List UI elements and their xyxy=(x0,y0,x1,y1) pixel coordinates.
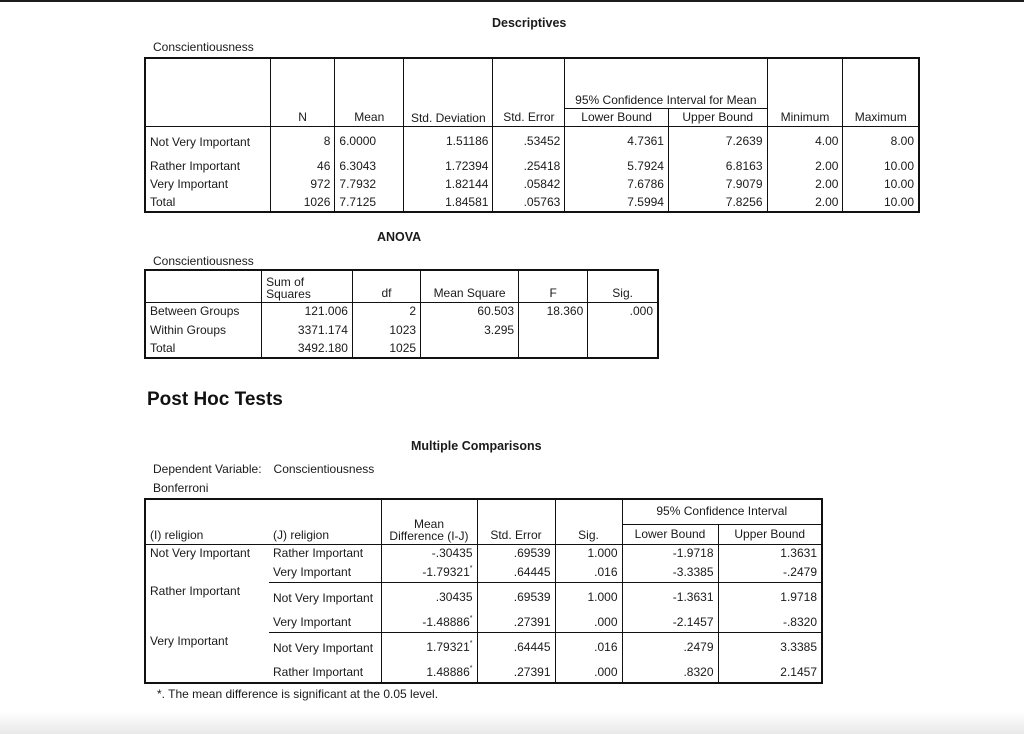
col-header: N xyxy=(270,58,335,126)
dependent-variable-caption: Dependent Variable: xyxy=(153,462,262,476)
row-label: Within Groups xyxy=(150,322,227,337)
cell: Very Important xyxy=(269,613,381,632)
row-label: Not Very Important xyxy=(150,134,251,149)
cell: -1.9718 xyxy=(622,544,718,563)
cell: 10.00 xyxy=(843,175,919,193)
table-row xyxy=(145,126,919,157)
cell: 7.9079 xyxy=(668,175,767,193)
table-row xyxy=(145,582,822,613)
cell: 7.5994 xyxy=(565,193,669,212)
mean-diff-value: 1.79321 xyxy=(426,640,470,655)
cell: 3492.180 xyxy=(262,339,353,358)
col-header: (J) religion xyxy=(269,499,381,544)
descriptives-header-row xyxy=(145,58,919,108)
cell: 46 xyxy=(270,157,335,175)
cell: Not Very Important xyxy=(273,640,374,655)
cell: 10.00 xyxy=(843,157,919,175)
cell: 10.00 xyxy=(843,193,919,212)
mc-header-row xyxy=(145,499,822,524)
anova-title: ANOVA xyxy=(377,230,422,244)
col-header: Sig. xyxy=(555,499,622,544)
table-row xyxy=(145,544,822,563)
table-row xyxy=(145,175,919,193)
row-label: Total xyxy=(150,194,176,209)
anova-variable-label: Conscientiousness xyxy=(153,254,254,268)
cell: 1.000 xyxy=(555,582,622,613)
col-header: F xyxy=(519,270,588,302)
group-label: Very Important xyxy=(150,634,229,648)
col-subheader: Lower Bound xyxy=(565,108,669,126)
cell: .016 xyxy=(555,632,622,663)
col-header: Sum of Squares xyxy=(262,270,353,302)
footnote-text: . The mean difference is significant at the 0.05 level. xyxy=(161,687,439,701)
cell: -.2479 xyxy=(718,563,822,582)
significance-marker: * xyxy=(469,640,473,648)
cell xyxy=(588,339,658,358)
row-label: Total xyxy=(150,340,176,355)
cell: .30435 xyxy=(381,582,477,613)
cell: 1026 xyxy=(270,193,335,212)
cell: 2.00 xyxy=(767,175,843,193)
cell: 5.7924 xyxy=(565,157,669,175)
col-header: Mean Difference (I-J) xyxy=(381,499,477,544)
cell: 7.2639 xyxy=(668,126,767,157)
significance-marker: * xyxy=(469,614,473,622)
cell: .000 xyxy=(555,613,622,632)
cell: .05763 xyxy=(493,193,565,212)
row-label: Very Important xyxy=(150,176,229,191)
row-label: Rather Important xyxy=(150,158,241,173)
cell: 60.503 xyxy=(421,302,519,321)
cell: 1.72394 xyxy=(404,157,493,175)
mean-diff-value: -1.48886 xyxy=(422,614,470,629)
cell: 972 xyxy=(270,175,335,193)
cell: .27391 xyxy=(477,613,555,632)
cell: 1.3631 xyxy=(718,544,822,563)
anova-header-row xyxy=(145,270,658,302)
group-label: Rather Important xyxy=(150,584,241,598)
cell: 1.84581 xyxy=(404,193,493,212)
descriptives-title: Descriptives xyxy=(492,16,567,30)
col-header: Mean xyxy=(335,58,404,126)
cell xyxy=(381,563,477,582)
cell: 1.9718 xyxy=(718,582,822,613)
cell xyxy=(588,321,658,339)
cell: .8320 xyxy=(622,663,718,683)
cell xyxy=(381,663,477,683)
cell: 3371.174 xyxy=(262,321,353,339)
cell: 1.51186 xyxy=(404,126,493,157)
cell: 8.00 xyxy=(843,126,919,157)
cell: 1.000 xyxy=(555,544,622,563)
significance-marker: * xyxy=(469,564,473,572)
col-header: Minimum xyxy=(767,58,843,126)
cell: .53452 xyxy=(493,126,565,157)
col-header: Maximum xyxy=(843,58,919,126)
post-hoc-heading: Post Hoc Tests xyxy=(147,389,283,410)
cell: 2.00 xyxy=(767,157,843,175)
group-label: Not Very Important xyxy=(150,545,251,560)
cell: 121.006 xyxy=(262,302,353,321)
dependent-variable-label xyxy=(153,462,374,476)
cell: -.30435 xyxy=(381,544,477,563)
cell: 6.0000 xyxy=(335,126,404,157)
col-header: Sig. xyxy=(588,270,658,302)
multiple-comparisons-table xyxy=(144,498,823,684)
cell: 4.7361 xyxy=(565,126,669,157)
col-header: Std. Error xyxy=(477,499,555,544)
table-row xyxy=(145,302,658,321)
cell: 7.7932 xyxy=(335,175,404,193)
cell xyxy=(381,613,477,632)
footnote xyxy=(157,687,438,701)
significance-marker: * xyxy=(469,665,473,672)
cell: 6.3043 xyxy=(335,157,404,175)
cell: 1025 xyxy=(352,339,420,358)
cell: .25418 xyxy=(493,157,565,175)
cell xyxy=(381,632,477,663)
col-subheader: Lower Bound xyxy=(622,524,718,544)
cell: .64445 xyxy=(477,632,555,663)
cell: -2.1457 xyxy=(622,613,718,632)
mean-diff-value: -1.79321 xyxy=(422,564,470,579)
cell xyxy=(519,339,588,358)
cell: Very Important xyxy=(269,563,381,582)
descriptives-variable-label: Conscientiousness xyxy=(153,40,254,54)
top-border-line xyxy=(0,0,1024,2)
col-subheader: Upper Bound xyxy=(668,108,767,126)
cell: -1.3631 xyxy=(622,582,718,613)
cell: 7.8256 xyxy=(668,193,767,212)
anova-table xyxy=(144,269,659,359)
col-header: (I) religion xyxy=(145,499,269,544)
cell: .69539 xyxy=(477,544,555,563)
multiple-comparisons-title: Multiple Comparisons xyxy=(411,439,542,453)
cell: .64445 xyxy=(477,563,555,582)
col-group-header: 95% Confidence Interval xyxy=(622,499,822,524)
cell: .000 xyxy=(588,302,658,321)
cell: 4.00 xyxy=(767,126,843,157)
cell: Rather Important xyxy=(273,546,364,561)
cell: 2.1457 xyxy=(718,663,822,683)
cell: .69539 xyxy=(477,582,555,613)
table-row xyxy=(145,339,658,358)
table-row xyxy=(145,193,919,212)
cell: 7.7125 xyxy=(335,193,404,212)
cell: 1.82144 xyxy=(404,175,493,193)
cell: Not Very Important xyxy=(273,590,374,605)
descriptives-table xyxy=(144,57,920,213)
cell: 8 xyxy=(270,126,335,157)
cell: .2479 xyxy=(622,632,718,663)
cell: -.8320 xyxy=(718,613,822,632)
col-group-header: 95% Confidence Interval for Mean xyxy=(565,58,767,108)
page-bottom-shadow xyxy=(0,712,1024,734)
cell: .000 xyxy=(555,663,622,683)
cell: 3.3385 xyxy=(718,632,822,663)
cell: 3.295 xyxy=(421,321,519,339)
mean-diff-value: 1.48886 xyxy=(426,665,470,679)
cell: 18.360 xyxy=(519,302,588,321)
table-row xyxy=(145,632,822,663)
cell: -3.3385 xyxy=(622,563,718,582)
cell: 1023 xyxy=(352,321,420,339)
col-header: Mean Square xyxy=(421,270,519,302)
dependent-variable-value: Conscientiousness xyxy=(273,462,375,476)
cell xyxy=(421,339,519,358)
col-header: Std. Deviation xyxy=(404,58,493,126)
cell: 2 xyxy=(352,302,420,321)
cell: 2.00 xyxy=(767,193,843,212)
cell: .016 xyxy=(555,563,622,582)
row-label: Between Groups xyxy=(150,304,240,319)
method-label: Bonferroni xyxy=(153,481,209,495)
col-header: df xyxy=(352,270,420,302)
col-header: Std. Error xyxy=(493,58,565,126)
cell: .27391 xyxy=(477,663,555,683)
col-subheader: Upper Bound xyxy=(718,524,822,544)
cell: Rather Important xyxy=(273,665,364,679)
cell: 7.6786 xyxy=(565,175,669,193)
cell: .05842 xyxy=(493,175,565,193)
table-row xyxy=(145,157,919,175)
footnote-marker: * xyxy=(157,687,162,701)
cell: 6.8163 xyxy=(668,157,767,175)
table-row xyxy=(145,321,658,339)
cell xyxy=(519,321,588,339)
